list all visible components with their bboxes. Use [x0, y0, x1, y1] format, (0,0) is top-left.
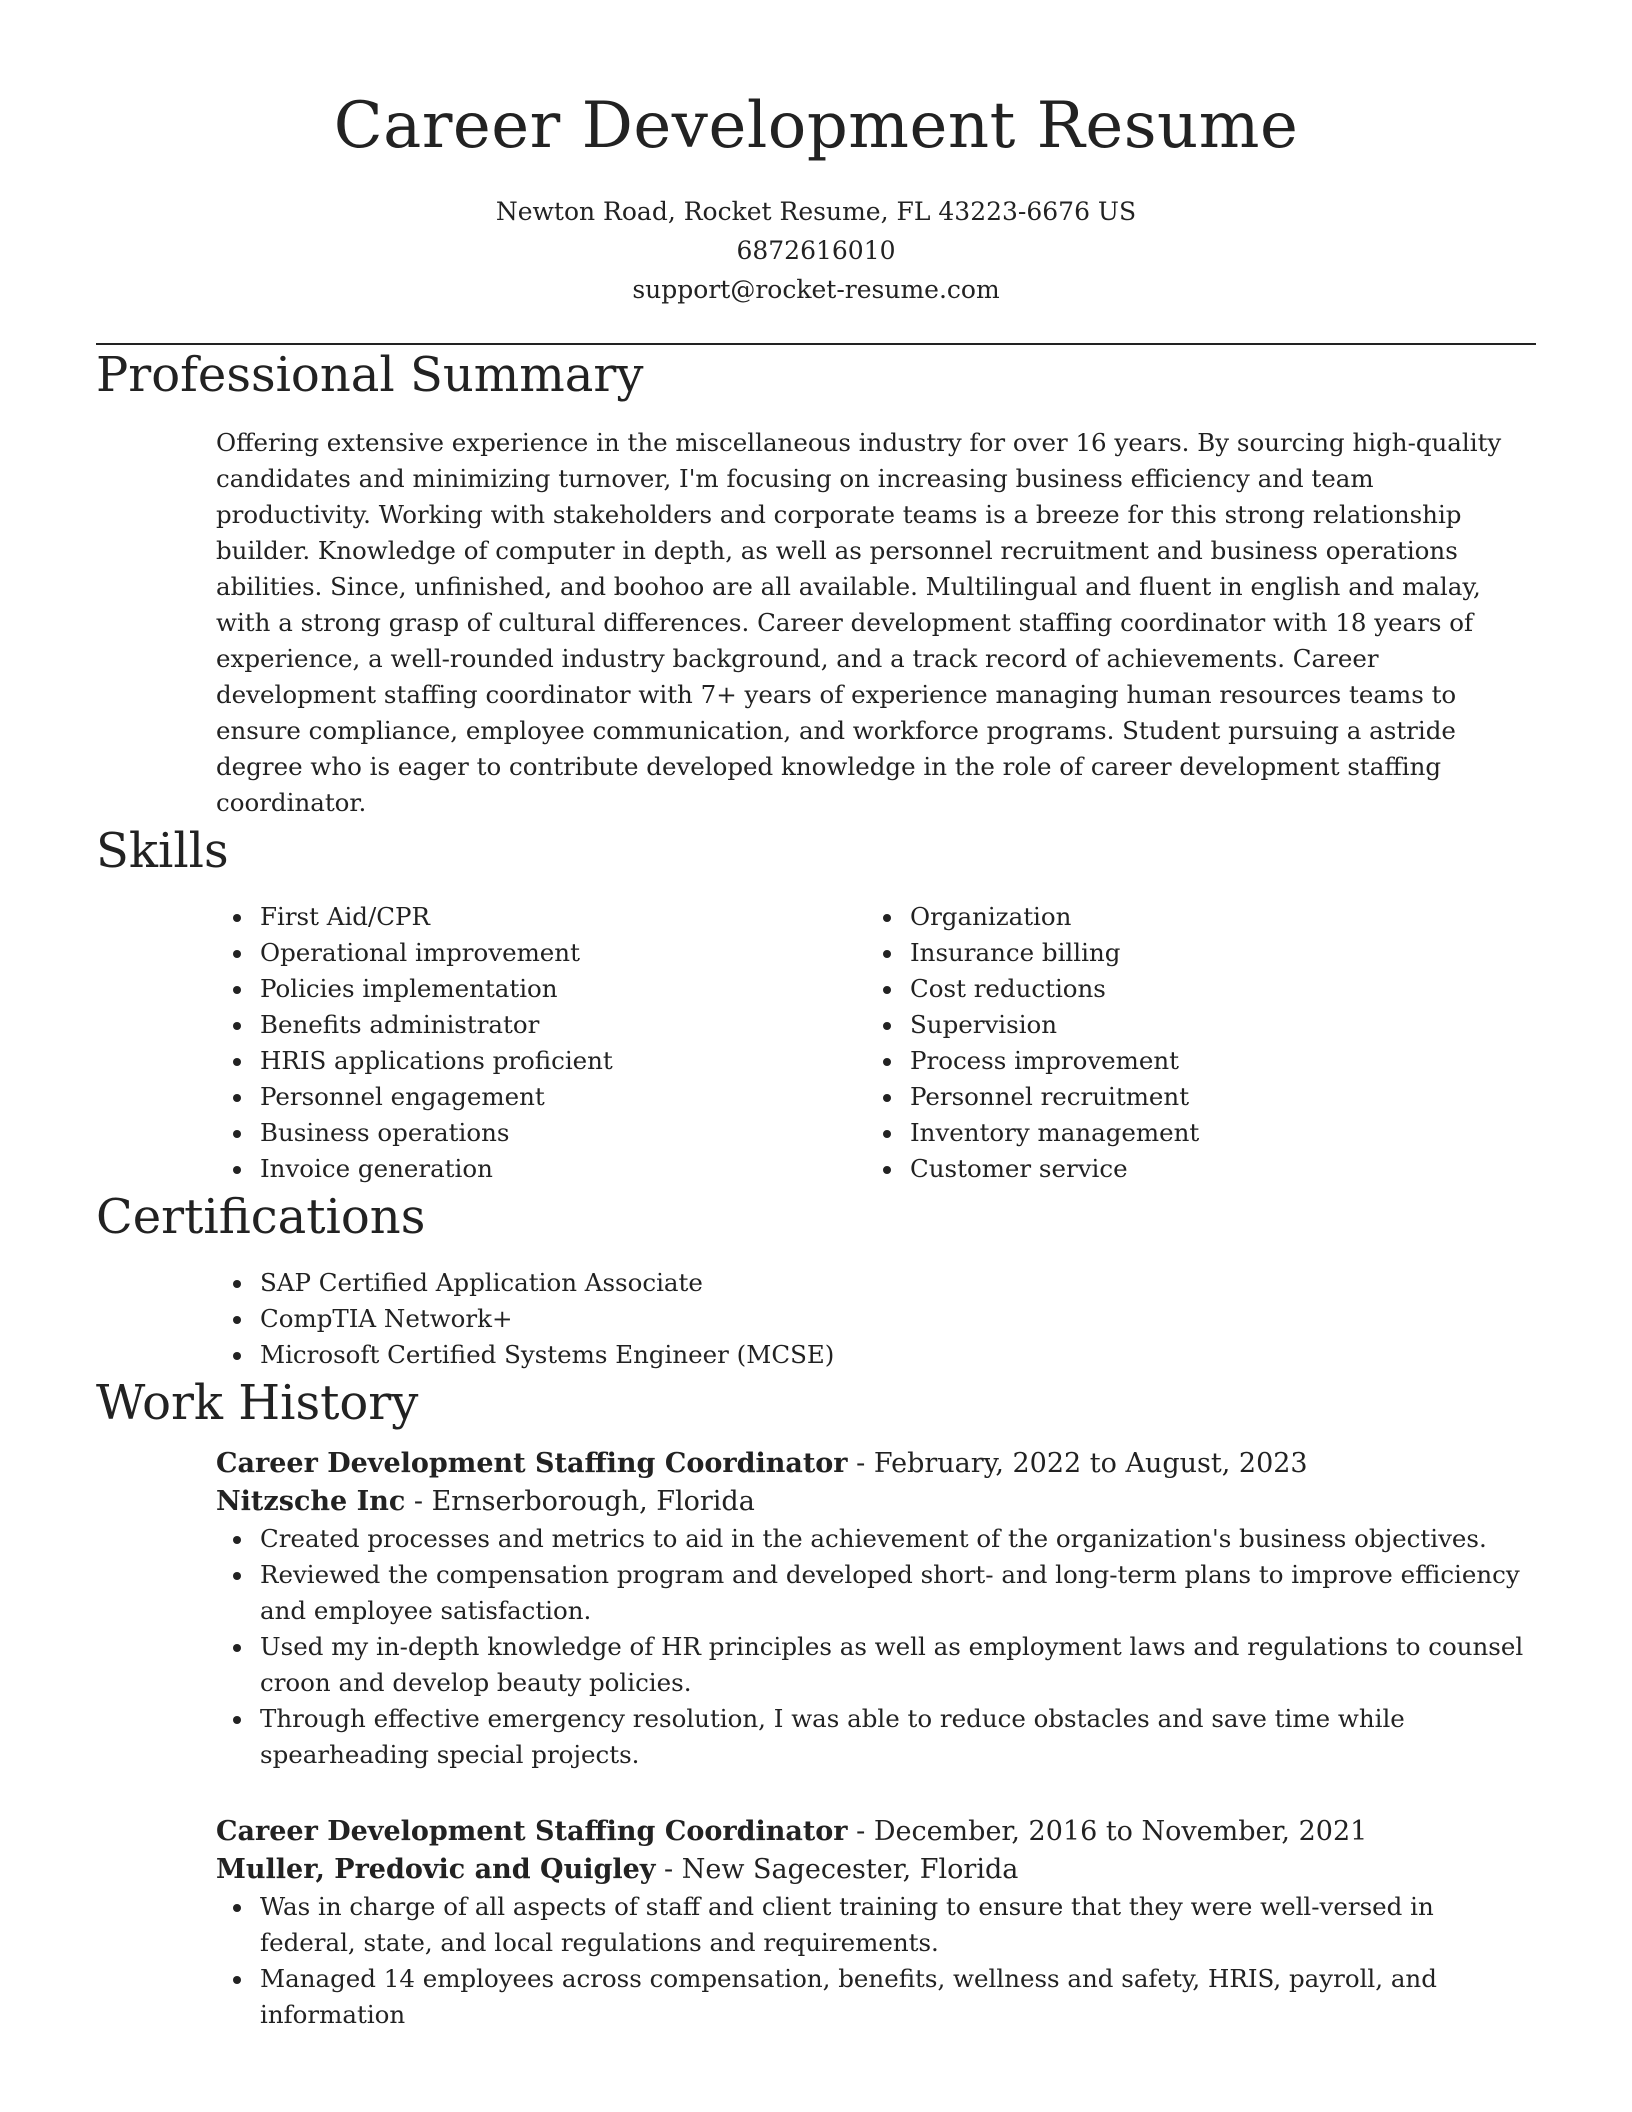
skills-grid: [216, 899, 1536, 1187]
certifications-body: [216, 1265, 1536, 1373]
section-title-certifications: Certifications: [96, 1189, 426, 1245]
skill-item: Personnel engagement: [260, 1079, 866, 1115]
skill-item: Benefits administrator: [260, 1007, 866, 1043]
job-duty-item: Through effective emergency resolution, I was able to reduce obstacles and save time while spearheading special projects.: [260, 1701, 1536, 1773]
contact-phone: 6872616010: [736, 236, 896, 265]
skills-list-right: [866, 899, 1516, 1187]
certifications-section: [96, 1187, 1536, 1373]
job-duty-item: Used my in-depth knowledge of HR principles as well as employment laws and regulations to counsel croon and develop beauty policies.: [260, 1629, 1536, 1701]
skill-item: First Aid/CPR: [260, 899, 866, 935]
job-title: Career Development Staffing Coordinator: [216, 1448, 848, 1479]
skill-item: Invoice generation: [260, 1151, 866, 1187]
section-title-work-history: Work History: [96, 1375, 419, 1431]
section-title-summary: Professional Summary: [96, 347, 644, 403]
skills-column-left: [216, 899, 866, 1187]
job-duties-list: [216, 1889, 1536, 2033]
contact-email: support@rocket-resume.com: [632, 275, 1000, 304]
contact-info: [96, 192, 1536, 309]
job-heading: [216, 1813, 1536, 1851]
resume-header: [96, 0, 1536, 309]
job-location: - Ernserborough, Florida: [405, 1486, 755, 1517]
section-title-skills: Skills: [96, 823, 229, 879]
job-dates: - February, 2022 to August, 2023: [847, 1448, 1308, 1479]
certification-item: Microsoft Certified Systems Engineer (MCSE): [260, 1337, 1536, 1373]
skills-column-right: [866, 899, 1516, 1187]
job-duty-item: Created processes and metrics to aid in the achievement of the organization's business objectives.: [260, 1521, 1536, 1557]
job-company: Muller, Predovic and Quigley: [216, 1854, 656, 1885]
skills-list-left: [216, 899, 866, 1187]
skill-item: Personnel recruitment: [910, 1079, 1516, 1115]
job-dates: - December, 2016 to November, 2021: [847, 1816, 1368, 1847]
certification-item: SAP Certified Application Associate: [260, 1265, 1536, 1301]
skill-item: Process improvement: [910, 1043, 1516, 1079]
skill-item: Operational improvement: [260, 935, 866, 971]
contact-address: Newton Road, Rocket Resume, FL 43223-6676 US: [495, 197, 1137, 226]
job-entry: [216, 1445, 1536, 1773]
work-history-section: [96, 1373, 1536, 2033]
resume-name: Career Development Resume: [333, 89, 1299, 163]
skill-item: Business operations: [260, 1115, 866, 1151]
resume-page: [96, 0, 1536, 2033]
skill-item: Insurance billing: [910, 935, 1516, 971]
summary-section: [96, 345, 1536, 821]
skills-section: [96, 821, 1536, 1187]
job-duties-list: [216, 1521, 1536, 1773]
job-entry: [216, 1813, 1536, 2033]
skill-item: Supervision: [910, 1007, 1516, 1043]
summary-text: Offering extensive experience in the miscellaneous industry for over 16 years. By sourcing high-quality candidates and minimizing turnover, I'm focusing on increasing business efficiency and team productivity. Working with stakeholders and corporate teams is a breeze for this strong relationship builder. Knowledge of computer in depth, as well as personnel recruitment and business operations abilities. Since, unfinished, and boohoo are all available. Multilingual and fluent in english and malay, with a strong grasp of cultural differences. Career development staffing coordinator with 18 years of experience, a well-rounded industry background, and a track record of achievements. Career development staffing coordinator with 7+ years of experience managing human resources teams to ensure compliance, employee communication, and workforce programs. Student pursuing a astride degree who is eager to contribute developed knowledge in the role of career development staffing coordinator.: [216, 428, 1502, 817]
job-employer: [216, 1851, 1536, 1889]
job-title: Career Development Staffing Coordinator: [216, 1816, 848, 1847]
skill-item: Organization: [910, 899, 1516, 935]
job-duty-item: Was in charge of all aspects of staff and client training to ensure that they were well-versed in federal, state, and local regulations and requirements.: [260, 1889, 1536, 1961]
skill-item: Customer service: [910, 1151, 1516, 1187]
skill-item: Cost reductions: [910, 971, 1516, 1007]
certification-item: CompTIA Network+: [260, 1301, 1536, 1337]
job-duty-item: Reviewed the compensation program and developed short- and long-term plans to improve efficiency and employee satisfaction.: [260, 1557, 1536, 1629]
skill-item: Policies implementation: [260, 971, 866, 1007]
certifications-list: [216, 1265, 1536, 1373]
job-company: Nitzsche Inc: [216, 1486, 406, 1517]
skill-item: Inventory management: [910, 1115, 1516, 1151]
job-location: - New Sagecester, Florida: [655, 1854, 1019, 1885]
skill-item: HRIS applications proficient: [260, 1043, 866, 1079]
job-duty-item: Managed 14 employees across compensation, benefits, wellness and safety, HRIS, payroll, and information: [260, 1961, 1536, 2033]
job-heading: [216, 1445, 1536, 1483]
job-employer: [216, 1483, 1536, 1521]
